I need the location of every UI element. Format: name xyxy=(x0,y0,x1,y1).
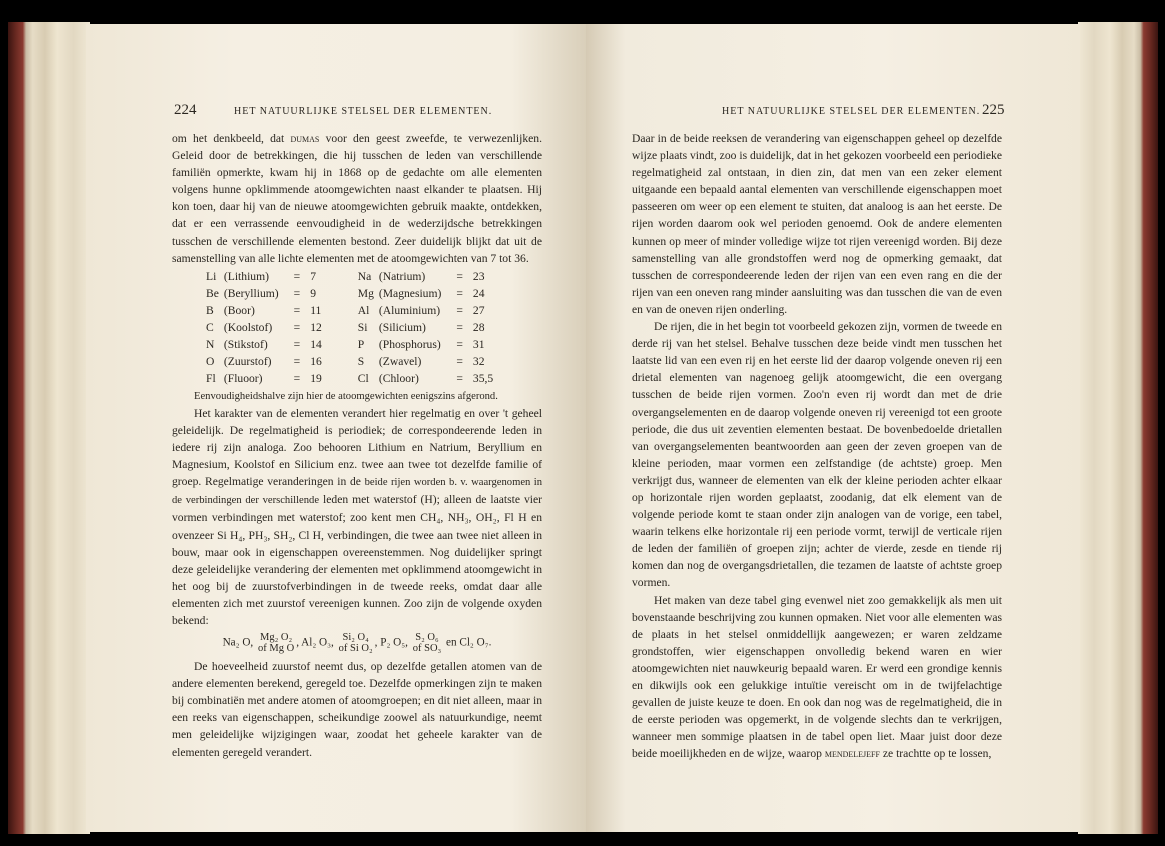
running-head: HET NATUURLIJKE STELSEL DER ELEMENTEN. xyxy=(722,106,981,117)
formula-term: P₂ O₅, xyxy=(380,636,408,649)
table-cell-name2: (Aluminium) xyxy=(378,303,441,317)
table-row xyxy=(206,285,498,302)
table-cell-eq2: = xyxy=(456,303,463,317)
table-cell-eq1: = xyxy=(293,371,301,385)
paragraph xyxy=(172,130,542,267)
table-cell-sym2: Cl xyxy=(357,371,369,385)
left-body-text xyxy=(172,130,542,761)
table-cell-val1: 16 xyxy=(310,354,322,368)
left-page-edges xyxy=(8,22,90,834)
left-page xyxy=(86,24,586,832)
table-cell-eq1: = xyxy=(293,354,301,368)
formula-fraction xyxy=(413,632,441,654)
table-cell-val1: 12 xyxy=(310,320,322,334)
formula-numerator: Si₂ O₄ xyxy=(342,632,369,644)
table-cell-sym2: Si xyxy=(357,320,368,334)
text-run-small: beide rijen worden b. v. waargenomen in de verbindingen der verschillende xyxy=(172,477,542,507)
table-cell-sym1: N xyxy=(206,337,215,351)
note: Eenvoudigheidshalve zijn hier de atoomgewichten eenigszins afgerond. xyxy=(194,390,498,402)
table-cell-eq1: = xyxy=(293,303,301,317)
table-cell-sym1: O xyxy=(206,354,215,368)
right-body-text xyxy=(632,130,1002,762)
table-cell-name2: (Zwavel) xyxy=(378,354,422,368)
table-row xyxy=(206,319,498,336)
table-cell-name1: (Fluoor) xyxy=(223,371,263,385)
text-run: ze trachtte op te lossen, xyxy=(882,747,992,761)
author-name: dumas xyxy=(290,132,320,145)
formula-numerator: S₂ O₆ xyxy=(415,632,439,644)
table-cell-val2: 23 xyxy=(472,269,485,283)
table-cell-name1: (Zuurstof) xyxy=(223,354,272,368)
table-cell-sym1: Li xyxy=(206,269,217,283)
table-cell-val1: 11 xyxy=(310,303,322,317)
table-cell-name2: (Silicium) xyxy=(378,320,426,334)
table-cell-name1: (Koolstof) xyxy=(223,320,273,334)
table-row xyxy=(206,336,498,353)
text-run: leden met waterstof (H); alleen de laatste vier vormen verbindingen met waterstof; zoo kent men CH₄, NH₃, OH₂, Fl H en ovenzeer Si H₄, PH₃, SH₂, Cl H, verbindingen, die twee aan twee niet alleen in bouw, maar ook in eigenschappen overeenstemmen. Nog duidelijker springt deze geleidelijke verandering der elementen met opklimmend atoomgewicht in het oog bij de zuurstofverbindingen in de tweede reeks, omdat daar alle elementen zich met zuurstof vereenigen kunnen. Zoo zijn de volgende oxyden bekend: xyxy=(172,493,542,627)
right-page xyxy=(586,24,1080,832)
table-cell-name2: (Natrium) xyxy=(378,269,426,283)
formula-term: en Cl₂ O₇. xyxy=(446,636,492,649)
text-run: Het maken van deze tabel ging evenwel niet zoo gemakkelijk als men uit bovenstaande beschrijving zou kunnen opmaken. Niet voor alle elementen was de plaats in het stelsel onmiddellijk aangewezen; er waren zeldzame grondstoffen, wier eigenschappen onvolledig bekend waren en wier atoomgewichten niet nauwkeurig bepaald waren. Er werd een grondige kennis en dikwijls ook een gelukkige intuïtie vereischt om in de twijfelachtige gevallen de juiste keuze te doen. En ook dan nog was de regelmatigheid, die in de eerste perioden was opgemerkt, in de volgende slechts dan te verkrijgen, wanneer men sommige plaatsen in de tabel open liet. Maar juist door deze beide moeilijkheden en de wijze, waarop xyxy=(632,593,1002,761)
table-cell-eq2: = xyxy=(456,337,463,351)
formula-denominator: of SO₃ xyxy=(412,643,442,655)
text-run: om het denkbeeld, dat xyxy=(172,132,285,145)
table-cell-name2: (Phosphorus) xyxy=(378,337,441,351)
formula-fraction xyxy=(258,632,294,654)
formula-denominator: of Mg O xyxy=(258,643,295,655)
paragraph: De hoeveelheid zuurstof neemt dus, op dezelfde getallen atomen van de andere elementen berekend, geregeld toe. Dezelfde opmerkingen zijn te maken bij combinatiën met andere atomen of atoomgroepen; en dit niet alleen, maar in een reeks van eigenschappen, scheikundige zoowel als natuurkundige, neemt men geleidelijke wijzigingen waar, zoodat het geheele karakter van de elementen geregeld verandert. xyxy=(172,660,542,759)
page-number: 224 xyxy=(174,102,197,118)
table-cell-sym1: Fl xyxy=(206,371,216,385)
table-cell-eq2: = xyxy=(456,371,463,385)
table-cell-eq1: = xyxy=(293,337,301,351)
table-cell-val2: 32 xyxy=(472,354,485,368)
paragraph xyxy=(632,592,1002,763)
table-cell-val1: 19 xyxy=(310,371,322,385)
table-cell-sym2: Al xyxy=(357,303,370,317)
table-cell-sym1: Be xyxy=(206,286,219,300)
elements-table xyxy=(206,268,498,387)
formula-denominator: of Si O₂ xyxy=(338,643,373,655)
table-cell-val2: 28 xyxy=(472,320,485,334)
table-cell-eq2: = xyxy=(456,286,463,300)
table-cell-val2: 35,5 xyxy=(472,371,494,385)
formula-numerator: Mg₂ O₂ xyxy=(260,632,293,644)
table-cell-name1: (Beryllium) xyxy=(223,286,279,300)
book-spread xyxy=(8,22,1158,834)
formula-term: Na₂ O, xyxy=(222,636,254,649)
paragraph xyxy=(172,405,542,629)
table-row xyxy=(206,353,498,370)
formula-fraction xyxy=(339,632,373,654)
table-cell-name1: (Boor) xyxy=(223,303,255,317)
paragraph: Daar in de beide reeksen de verandering van eigenschappen geheel op dezelfde wijze plaats vindt, zoo is duidelijk, dat in het gekozen voorbeeld een periodieke regelmatigheid zal ontstaan, in dien zin, dat men van een zeker element uitgaande een bepaald aantal elementen van verschillende eigenschappen moet passeeren om weer op een element te stuiten, dat analoog is aan het eerste. De rijen worden daarom ook wel perioden genoemd. Ook de andere elementen kunnen op meer of minder volledige wijze tot rijen vereenigd worden. Bij deze samenstelling van alle grondstoffen werd nog de opmerking gemaakt, dat tusschen de correspondeerende leden der rijen van een even rang en die der rijen van een oneven rang minder aansluiting was dan tusschen die van de even en van de oneven rijen onderling. xyxy=(632,132,1002,316)
table-cell-val1: 9 xyxy=(310,286,316,300)
table-cell-name2: (Magnesium) xyxy=(378,286,442,300)
table-cell-name1: (Stikstof) xyxy=(223,337,268,351)
table-cell-sym2: Na xyxy=(357,269,372,283)
table-cell-val1: 14 xyxy=(310,337,322,351)
table-row xyxy=(206,268,498,285)
table-cell-name2: (Chloor) xyxy=(378,371,419,385)
table-cell-val2: 31 xyxy=(472,337,485,351)
paragraph: De rijen, die in het begin tot voorbeeld gekozen zijn, vormen de tweede en derde rij van het stelsel. Behalve tusschen deze beide vindt men tusschen het laatste lid van een even rij en het eerste lid der daarop volgende oneven rij een drietal elementen van nagenoeg gelijk atoomgewicht, die een overgang tusschen de beide rijen vormen. Zoo'n even rij wordt dan met de drie overgangselementen en de daarop volgende oneven rij vereenigd tot een groote periode, die dus uit zeventien elementen bestaat. De bovenbedoelde drietallen van overgangselementen beantwoorden aan geen der zeven groepen van de kleine perioden, maar vormen een zelfstandige (de achtste) groep. Men verkrijgt dus, wanneer de elementen van elk der kleine perioden achter elkaar op horizontale rijen worden geplaatst, zoodanig, dat elk element van de volgende periode komt te staan onder zijn analogen van de vorige, een tabel, waarin telkens elke horizontale rij een periode vormt, terwijl de verticale rijen de leden der familiën of groepen zijn; achter de vierde, zesde en tiende rij komen dan nog de overgangsdrietallen, die tezamen de laatste of achtste groep vormen. xyxy=(632,320,1002,590)
table-cell-eq1: = xyxy=(293,320,301,334)
table-cell-eq2: = xyxy=(456,269,463,283)
table-cell-sym2: P xyxy=(357,337,365,351)
table-cell-val2: 24 xyxy=(472,286,485,300)
table-cell-eq1: = xyxy=(293,286,301,300)
formula-term: Al₂ O₃, xyxy=(301,636,334,649)
text-run: Het karakter van de elementen verandert hier regelmatig en over 't geheel geleidelijk. De regelmatigheid is periodiek; de correspondeerende leden in iedere rij zijn analoga. Zoo behooren Lithium en Natrium, Beryllium en Magnesium, Koolstof en Silicium enz. twee aan twee tot dezelfde familie of groep. Regelmatige veranderingen in de xyxy=(172,406,542,489)
table-cell-eq2: = xyxy=(456,320,463,334)
table-cell-sym1: C xyxy=(206,320,214,334)
page-number: 225 xyxy=(982,102,1005,118)
running-head: HET NATUURLIJKE STELSEL DER ELEMENTEN. xyxy=(234,106,493,117)
table-row xyxy=(206,370,498,387)
table-cell-name1: (Lithium) xyxy=(223,269,269,283)
oxide-formula: Na₂ O, Mg₂ O₂ of Mg O , Al₂ O₃, Si₂ O₄ of Si O₂ , P₂ O₅, S₂ O₆ of SO₃ en Cl₂ O₇. xyxy=(222,632,492,655)
text-run: voor den geest zweefde, te verwezenlijken. Geleid door de betrekkingen, die hij tusschen de leden van verschillende familiën opmerkte, kwam hij in 1868 op de gedachte om alle elementen volgens hunne opklimmende atoomgewichten naast elkander te plaatsen. Hij kon toen, daar hij van de nieuwe atoomgewichten gebruik maakte, ontdekken, dat er een verrassende eenvoudigheid in de wederzijdsche betrekkingen tusschen de verschillende elementen bestond. Zeer duidelijk blijkt dat uit de samenstelling van alle lichte elementen met de atoomgewichten van 7 tot 36. xyxy=(172,132,542,265)
table-cell-val1: 7 xyxy=(310,269,316,283)
table-cell-sym1: B xyxy=(206,303,214,317)
table-cell-sym2: S xyxy=(357,354,365,368)
table-row xyxy=(206,302,498,319)
table-cell-eq1: = xyxy=(293,269,301,283)
table-cell-val2: 27 xyxy=(472,303,485,317)
table-cell-sym2: Mg xyxy=(357,286,374,300)
author-name: mendelejeff xyxy=(824,747,880,761)
right-page-edges xyxy=(1078,22,1158,834)
table-cell-eq2: = xyxy=(456,354,463,368)
